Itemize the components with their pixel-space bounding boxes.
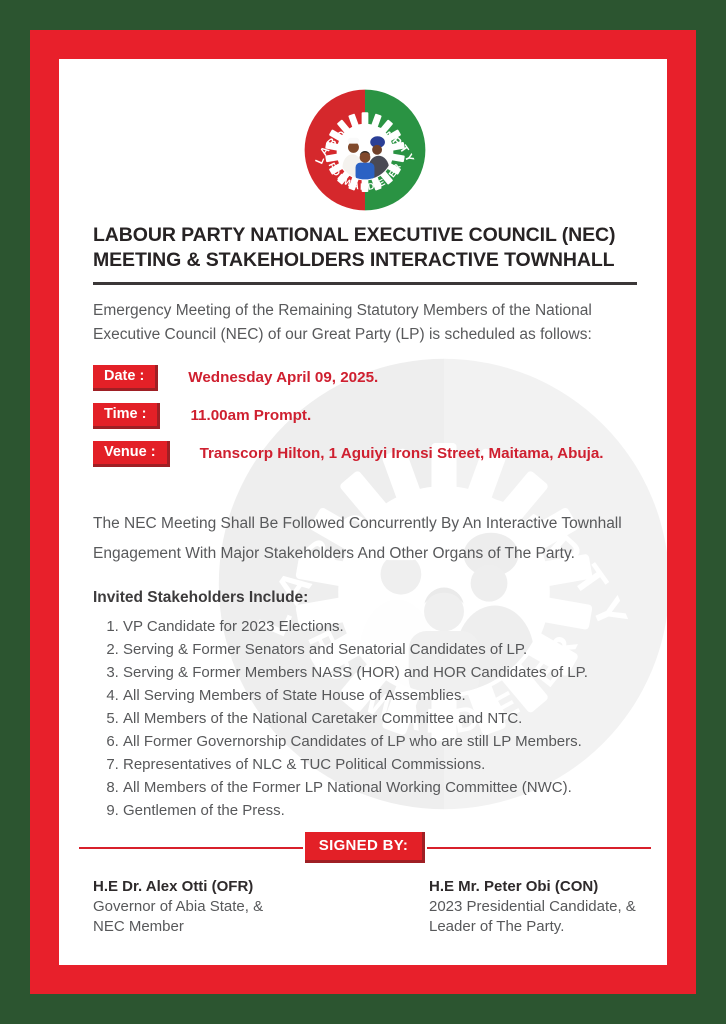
labour-party-logo [302, 87, 428, 213]
detail-label-badge: Venue : [93, 441, 170, 467]
stakeholder-item: 3. Serving & Former Members NASS (HOR) and HOR Candidates of LP. [123, 661, 637, 684]
flyer-content [59, 59, 667, 965]
detail-value: Wednesday April 09, 2025. [188, 369, 379, 386]
stakeholder-item: 1. VP Candidate for 2023 Elections. [123, 615, 637, 638]
signatory-role-line2: NEC Member [93, 918, 184, 935]
signatory-role-line2: Leader of The Party. [429, 918, 565, 935]
detail-label-badge: Date : [93, 365, 158, 391]
event-details [93, 365, 637, 479]
stakeholders-heading: Invited Stakeholders Include: [93, 589, 309, 606]
signatory-role-line1: 2023 Presidential Candidate, & [429, 898, 636, 915]
event-detail-row [93, 365, 637, 403]
detail-label-badge: Time : [93, 403, 160, 429]
stakeholder-item: 6. All Former Governorship Candidates of LP who are still LP Members. [123, 730, 637, 753]
signed-by-rule-right [427, 847, 651, 849]
detail-value: 11.00am Prompt. [190, 407, 312, 424]
detail-value: Transcorp Hilton, 1 Aguiyi Ironsi Street, Maitama, Abuja. [199, 445, 604, 462]
red-frame [30, 30, 696, 994]
event-detail-row [93, 403, 637, 441]
stakeholder-item: 7. Representatives of NLC & TUC Political Commissions. [123, 753, 637, 776]
signed-by-badge: SIGNED BY: [305, 832, 425, 863]
stakeholder-item: 5. All Members of the National Caretaker Committee and NTC. [123, 707, 637, 730]
stakeholder-item: 2. Serving & Former Senators and Senatorial Candidates of LP. [123, 638, 637, 661]
stakeholder-item: 8. All Members of the Former LP National Working Committee (NWC). [123, 776, 637, 799]
flyer-title [93, 223, 637, 285]
townhall-note: The NEC Meeting Shall Be Followed Concurrently By An Interactive Townhall Engagement With Major Stakeholders And Other Organs of The Party. [93, 515, 622, 562]
signed-by-rule-left [79, 847, 303, 849]
signatories [93, 877, 637, 937]
stakeholder-item: 4. All Serving Members of State House of Assemblies. [123, 684, 637, 707]
signatory [429, 877, 637, 937]
event-detail-row [93, 441, 637, 479]
stakeholders-list [93, 615, 637, 822]
signatory-role-line1: Governor of Abia State, & [93, 898, 264, 915]
signed-by-divider [79, 832, 651, 863]
signatory-name: H.E Mr. Peter Obi (CON) [429, 878, 599, 895]
stakeholder-item: 9. Gentlemen of the Press. [123, 799, 637, 822]
signatory [93, 877, 429, 937]
flyer-title-line1: LABOUR PARTY NATIONAL EXECUTIVE COUNCIL (NEC) [93, 224, 616, 246]
signatory-name: H.E Dr. Alex Otti (OFR) [93, 878, 254, 895]
intro-paragraph: Emergency Meeting of the Remaining Statutory Members of the National Executive Council (NEC) of our Great Party (LP) is scheduled as follows: [93, 302, 592, 343]
flyer-title-line2: MEETING & STAKEHOLDERS INTERACTIVE TOWNHALL [93, 249, 615, 271]
